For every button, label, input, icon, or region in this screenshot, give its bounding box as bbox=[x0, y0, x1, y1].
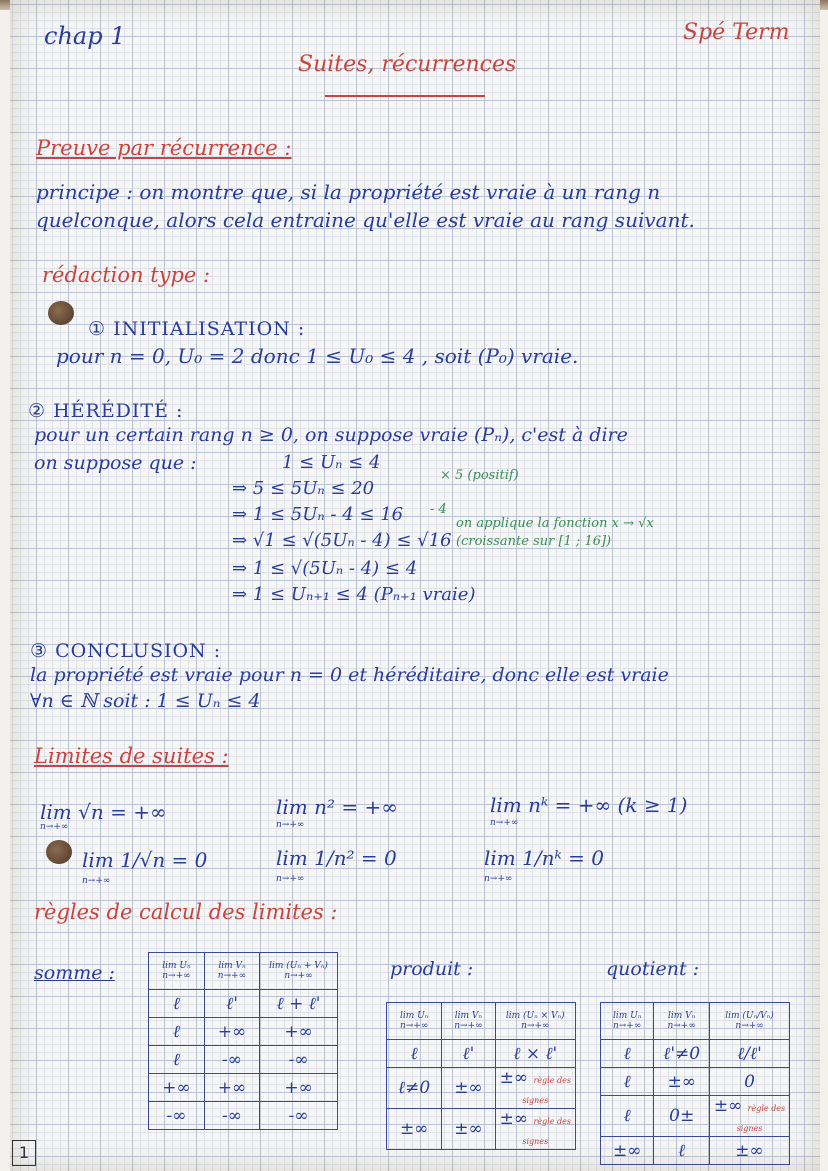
quotient-table bbox=[600, 1002, 790, 1165]
table-cell: ±∞ bbox=[387, 1109, 442, 1150]
page-title: Suites, récurrences bbox=[298, 52, 517, 77]
principe-line-1: principe : on montre que, si la propriété est vraie à un rang n bbox=[36, 180, 661, 204]
table-cell: ℓ bbox=[149, 990, 205, 1018]
title-underline bbox=[325, 95, 485, 97]
note-times-5: × 5 (positif) bbox=[440, 468, 519, 483]
table-cell: ℓ bbox=[601, 1040, 654, 1068]
table-cell: ℓ bbox=[601, 1068, 654, 1096]
table-cell: ℓ × ℓ' bbox=[495, 1040, 575, 1068]
limit-sub: n→+∞ bbox=[40, 822, 69, 832]
table-cell: ±∞ bbox=[601, 1137, 654, 1165]
table-cell: +∞ bbox=[260, 1074, 338, 1102]
table-cell: ±∞ bbox=[442, 1068, 495, 1109]
limit-n-k: lim nᵏ = +∞ (k ≥ 1) bbox=[490, 793, 688, 817]
note-function: on applique la fonction x → √x bbox=[456, 516, 654, 531]
table-cell: ±∞ bbox=[442, 1109, 495, 1150]
step-5: ⇒ 1 ≤ Uₙ₊₁ ≤ 4 (Pₙ₊₁ vraie) bbox=[232, 584, 476, 605]
quotient-label: quotient : bbox=[606, 958, 700, 980]
table-cell: ±∞ bbox=[710, 1137, 790, 1165]
binder-hole bbox=[48, 301, 74, 325]
limit-sub: n→+∞ bbox=[82, 876, 111, 886]
table-cell: ℓ bbox=[654, 1137, 710, 1165]
table-cell: ℓ'≠0 bbox=[654, 1040, 710, 1068]
section-heading-recurrence: Preuve par récurrence : bbox=[36, 136, 292, 160]
quotient-header: lim Vₙ n→+∞ bbox=[654, 1003, 710, 1040]
table-cell: ℓ bbox=[149, 1046, 205, 1074]
table-cell: -∞ bbox=[260, 1046, 338, 1074]
limit-sqrt-n: lim √n = +∞ bbox=[40, 800, 167, 824]
limit-inv-n-k: lim 1/nᵏ = 0 bbox=[484, 846, 604, 870]
table-cell: -∞ bbox=[204, 1102, 259, 1130]
table-cell: ℓ' bbox=[204, 990, 259, 1018]
somme-label: somme : bbox=[34, 962, 115, 984]
table-cell bbox=[710, 1096, 790, 1137]
initialisation-text: pour n = 0, U₀ = 2 donc 1 ≤ U₀ ≤ 4 , soit (P₀) vraie. bbox=[56, 344, 579, 368]
step-1: ⇒ 5 ≤ 5Uₙ ≤ 20 bbox=[232, 478, 375, 499]
table-row bbox=[601, 1137, 790, 1165]
table-cell: ℓ bbox=[601, 1096, 654, 1137]
table-cell: 0 bbox=[710, 1068, 790, 1096]
limit-sub: n→+∞ bbox=[276, 874, 305, 884]
step-3: ⇒ √1 ≤ √(5Uₙ - 4) ≤ √16 bbox=[232, 530, 452, 551]
note-minus-4: - 4 bbox=[430, 502, 447, 517]
table-cell: +∞ bbox=[260, 1018, 338, 1046]
table-row bbox=[149, 1102, 338, 1130]
quotient-header: lim Uₙ n→+∞ bbox=[601, 1003, 654, 1040]
table-cell: +∞ bbox=[204, 1018, 259, 1046]
produit-table bbox=[386, 1002, 576, 1150]
class-label: Spé Term bbox=[683, 20, 790, 45]
cell-value: ±∞ bbox=[499, 1068, 529, 1088]
heredite-line-1: pour un certain rang n ≥ 0, on suppose vraie (Pₙ), c'est à dire bbox=[34, 424, 628, 446]
regles-label: règles de calcul des limites : bbox=[34, 900, 338, 924]
heredite-title: ② HÉRÉDITÉ : bbox=[28, 400, 184, 422]
table-cell: ℓ≠0 bbox=[387, 1068, 442, 1109]
limit-n-squared: lim n² = +∞ bbox=[276, 795, 398, 819]
step-0: 1 ≤ Uₙ ≤ 4 bbox=[282, 452, 381, 473]
table-row bbox=[149, 1018, 338, 1046]
table-cell: ℓ/ℓ' bbox=[710, 1040, 790, 1068]
limit-inv-n-squared: lim 1/n² = 0 bbox=[276, 846, 397, 870]
section-heading-limites: Limites de suites : bbox=[34, 744, 229, 768]
produit-header: lim (Uₙ × Vₙ) n→+∞ bbox=[495, 1003, 575, 1040]
limit-sub: n→+∞ bbox=[490, 818, 519, 828]
somme-table bbox=[148, 952, 338, 1130]
table-cell: +∞ bbox=[204, 1074, 259, 1102]
limit-sub: n→+∞ bbox=[484, 874, 513, 884]
conclusion-line-2: ∀n ∈ ℕ soit : 1 ≤ Uₙ ≤ 4 bbox=[30, 690, 261, 712]
signs-rule-note: règle des signes bbox=[522, 1117, 571, 1146]
cell-value: ±∞ bbox=[499, 1109, 529, 1129]
produit-label: produit : bbox=[390, 958, 474, 980]
table-cell: -∞ bbox=[260, 1102, 338, 1130]
page-number: 1 bbox=[12, 1140, 36, 1166]
limit-inv-sqrt-n: lim 1/√n = 0 bbox=[82, 848, 208, 872]
table-cell bbox=[495, 1068, 575, 1109]
redaction-label: rédaction type : bbox=[42, 263, 211, 287]
produit-header: lim Uₙ n→+∞ bbox=[387, 1003, 442, 1040]
table-row bbox=[601, 1068, 790, 1096]
initialisation-title: ① INITIALISATION : bbox=[88, 318, 306, 340]
table-row bbox=[149, 990, 338, 1018]
binder-hole bbox=[46, 840, 72, 864]
table-cell: -∞ bbox=[204, 1046, 259, 1074]
step-4: ⇒ 1 ≤ √(5Uₙ - 4) ≤ 4 bbox=[232, 558, 418, 579]
table-row bbox=[601, 1096, 790, 1137]
table-row bbox=[387, 1040, 576, 1068]
table-row bbox=[387, 1109, 576, 1150]
conclusion-title: ③ CONCLUSION : bbox=[30, 640, 222, 662]
somme-header: lim Uₙ n→+∞ bbox=[149, 953, 205, 990]
cell-value: ±∞ bbox=[713, 1096, 743, 1116]
somme-header: lim Vₙ n→+∞ bbox=[204, 953, 259, 990]
conclusion-line-1: la propriété est vraie pour n = 0 et héréditaire, donc elle est vraie bbox=[30, 664, 669, 686]
table-cell: ℓ + ℓ' bbox=[260, 990, 338, 1018]
heredite-line-2: on suppose que : bbox=[34, 452, 197, 474]
table-cell bbox=[495, 1109, 575, 1150]
note-croissante: (croissante sur [1 ; 16]) bbox=[456, 534, 612, 549]
somme-header: lim (Uₙ + Vₙ) n→+∞ bbox=[260, 953, 338, 990]
table-row bbox=[149, 1046, 338, 1074]
signs-rule-note: règle des signes bbox=[736, 1104, 786, 1133]
table-row bbox=[387, 1068, 576, 1109]
table-cell: +∞ bbox=[149, 1074, 205, 1102]
table-cell: 0± bbox=[654, 1096, 710, 1137]
produit-header: lim Vₙ n→+∞ bbox=[442, 1003, 495, 1040]
table-cell: -∞ bbox=[149, 1102, 205, 1130]
table-row bbox=[149, 1074, 338, 1102]
limit-sub: n→+∞ bbox=[276, 820, 305, 830]
table-cell: ±∞ bbox=[654, 1068, 710, 1096]
principe-line-2: quelconque, alors cela entraine qu'elle est vraie au rang suivant. bbox=[36, 208, 695, 232]
table-cell: ℓ' bbox=[442, 1040, 495, 1068]
quotient-header: lim (Uₙ/Vₙ) n→+∞ bbox=[710, 1003, 790, 1040]
table-cell: ℓ bbox=[149, 1018, 205, 1046]
chapter-label: chap 1 bbox=[44, 22, 126, 50]
step-2: ⇒ 1 ≤ 5Uₙ - 4 ≤ 16 bbox=[232, 504, 404, 525]
table-cell: ℓ bbox=[387, 1040, 442, 1068]
signs-rule-note: règle des signes bbox=[522, 1076, 571, 1105]
table-row bbox=[601, 1040, 790, 1068]
